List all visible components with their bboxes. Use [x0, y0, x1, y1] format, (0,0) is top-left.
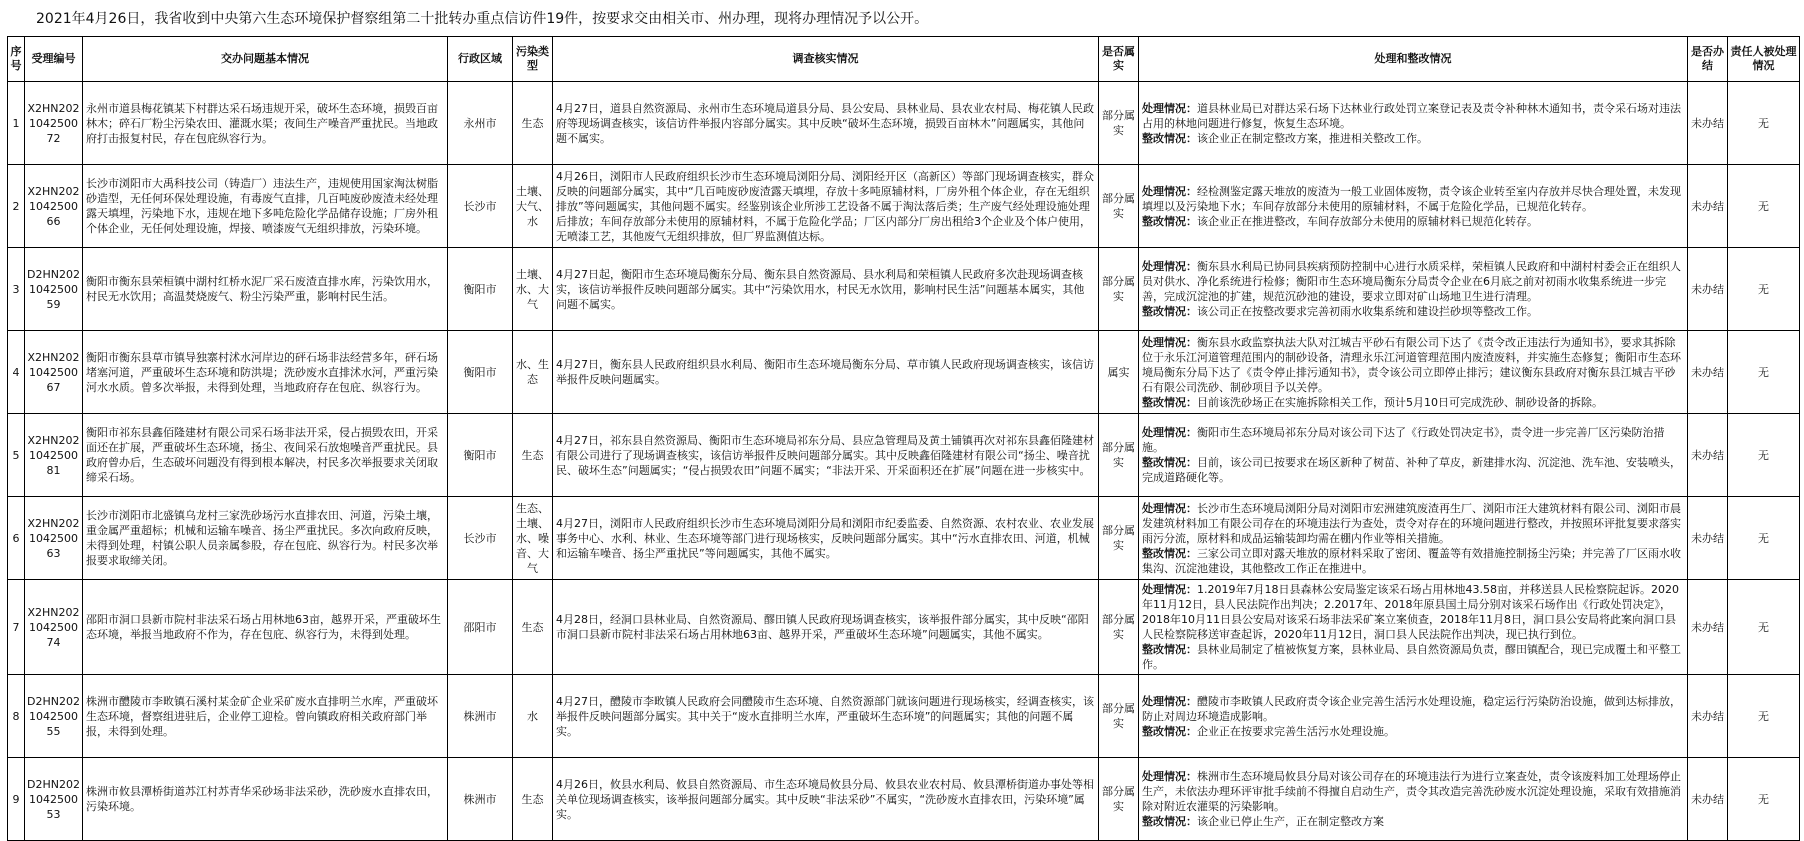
cell-code: X2HN2021042500 66: [25, 165, 83, 248]
cell-handling: [1139, 580, 1688, 675]
header-row: [8, 37, 1800, 82]
handling-text: 醴陵市李畋镇人民政府责令该企业完善生活污水处理设施，稳定运行污染防治设施，做到达标排放，防止对周边环境造成影响。: [1142, 694, 1681, 723]
cell-true: 部分属实: [1099, 758, 1139, 841]
cell-true: 部分属实: [1099, 165, 1139, 248]
cell-done: 未办结: [1688, 248, 1728, 331]
cell-pollution: 水: [513, 675, 553, 758]
rectification-label: 整改情况：: [1142, 724, 1197, 738]
cell-true: 部分属实: [1099, 248, 1139, 331]
petition-table: [7, 36, 1800, 841]
cell-no: 6: [8, 497, 25, 580]
cell-investigation: 4月27日，衡东县人民政府组织县水利局、衡阳市生态环境局衡东分局、草市镇人民政府现场调查核实，该信访举报件反映问题属实。: [553, 331, 1099, 414]
cell-pollution: 生态: [513, 82, 553, 165]
cell-code: D2HN2021042500 53: [25, 758, 83, 841]
cell-pollution: 生态: [513, 414, 553, 497]
rectification-label: 整改情况：: [1142, 131, 1197, 145]
rectification-label: 整改情况：: [1142, 305, 1197, 318]
table-row: [8, 82, 1800, 165]
table-row: [8, 758, 1800, 841]
cell-code: X2HN2021042500 67: [25, 331, 83, 414]
cell-responsible: 无: [1728, 82, 1800, 165]
cell-code: X2HN2021042500 63: [25, 497, 83, 580]
cell-region: 株洲市: [448, 758, 513, 841]
cell-no: 1: [8, 82, 25, 165]
cell-done: 未办结: [1688, 165, 1728, 248]
rectification-label: 整改情况：: [1142, 214, 1197, 228]
rectification-text: 该公司正在按整改要求完善初雨水收集系统和建设拦砂坝等整改工作。: [1197, 305, 1538, 318]
rectification-label: 整改情况：: [1142, 546, 1197, 560]
rectification-text: 该企业正在制定整改方案，推进相关整改工作。: [1197, 131, 1428, 145]
header-no: 序号: [8, 37, 25, 82]
cell-done: 未办结: [1688, 414, 1728, 497]
handling-label: 处理情况：: [1142, 583, 1197, 596]
cell-done: 未办结: [1688, 497, 1728, 580]
table-row: [8, 248, 1800, 331]
cell-responsible: 无: [1728, 497, 1800, 580]
cell-handling: [1139, 331, 1688, 414]
cell-issue: 长沙市浏阳市北盛镇乌龙村三家洗砂场污水直排农田、河道，污染土壤，重金属严重超标；机械和运输车噪音、扬尘严重扰民。多次向政府反映，未得到处理，村镇公职人员亲属参股，存在包庇、纵容行为。村民多次举报要求取缔关闭。: [83, 497, 448, 580]
cell-investigation: 4月27日起，衡阳市生态环境局衡东分局、衡东县自然资源局、县水利局和荣桓镇人民政府多次赴现场调查核实，该信访举报件反映问题部分属实。其中“污染饮用水，村民无水饮用，影响村民生活”问题基本属实，其他问题不属实。: [553, 248, 1099, 331]
cell-issue: 株洲市醴陵市李畋镇石溪村某金矿企业采矿废水直排明兰水库，严重破坏生态环境，督察组进驻后，企业停工迎检。曾向镇政府相关政府部门举报，未得到处理。: [83, 675, 448, 758]
cell-responsible: 无: [1728, 758, 1800, 841]
cell-responsible: 无: [1728, 580, 1800, 675]
handling-label: 处理情况：: [1142, 101, 1197, 115]
table-row: [8, 580, 1800, 675]
cell-done: 未办结: [1688, 758, 1728, 841]
cell-handling: [1139, 82, 1688, 165]
cell-issue: 衡阳市祁东县鑫佰隆建材有限公司采石场非法开采，侵占损毁农田，开采面还在扩展，严重破坏生态环境，扬尘、夜间采石放炮噪音严重扰民。县政府曾办后，生态破坏问题没有得到根本解决，村民多次举报要求关闭取缔采石场。: [83, 414, 448, 497]
header-pollution: 污染类型: [513, 37, 553, 82]
cell-code: D2HN2021042500 55: [25, 675, 83, 758]
header-handling: 处理和整改情况: [1139, 37, 1688, 82]
cell-code: X2HN2021042500 74: [25, 580, 83, 675]
cell-done: 未办结: [1688, 82, 1728, 165]
cell-no: 4: [8, 331, 25, 414]
cell-pollution: 生态、土壤、水、噪音、大气: [513, 497, 553, 580]
handling-text: 衡东县水利局已协同县疾病预防控制中心进行水质采样，荣桓镇人民政府和中湖村村委会正在组织人员对供水、净化系统进行检修；衡阳市生态环境局衡东分局责令企业在6月底之前对初雨水收集系统进一步完善，完成沉淀池的扩建，规范沉砂池的建设，要求立即对矿山场地卫生进行清理。: [1142, 260, 1681, 303]
cell-issue: 邵阳市洞口县新市院村非法采石场占用林地63亩，越界开采，严重破坏生态环境，举报当地政府不作为，存在包庇、纵容行为，未得到处理。: [83, 580, 448, 675]
handling-label: 处理情况：: [1142, 184, 1197, 198]
header-issue: 交办问题基本情况: [83, 37, 448, 82]
rectification-text: 目前该洗砂场正在实施拆除相关工作，预计5月10日可完成洗砂、制砂设备的拆除。: [1197, 395, 1603, 409]
table-row: [8, 165, 1800, 248]
cell-responsible: 无: [1728, 414, 1800, 497]
cell-code: X2HN2021042500 81: [25, 414, 83, 497]
rectification-label: 整改情况：: [1142, 395, 1197, 409]
cell-investigation: 4月27日，浏阳市人民政府组织长沙市生态环境局浏阳分局和浏阳市纪委监委、自然资源、农村农业、农业发展事务中心、水利、林业、生态环境等部门进行现场核实，反映问题部分属实。其中“污水直排农田、河道，机械和运输车噪音、扬尘严重扰民”等问题属实，其他不属实。: [553, 497, 1099, 580]
cell-issue: 长沙市浏阳市大禹科技公司（铸造厂）违法生产，违规使用国家淘汰树脂砂造型，无任何环保处理设施，有毒废气直排，几百吨废砂废渣未经处理露天填埋，污染地下水，违规在地下多吨危险化学品储存设施；厂房外租个体企业，无任何处理设施，焊接、喷漆废气无组织排放，污染环境。: [83, 165, 448, 248]
cell-pollution: 土壤、大气、水: [513, 165, 553, 248]
cell-true: 部分属实: [1099, 497, 1139, 580]
cell-issue: 永州市道县梅花镇某下村群达采石场违规开采，破坏生态环境，损毁百亩林木；碎石厂粉尘污染农田、灌溉水渠；夜间生产噪音严重扰民。当地政府打击报复村民，存在包庇纵容行为。: [83, 82, 448, 165]
cell-issue: 株洲市攸县潭桥街道苏江村苏青华采砂场非法采砂，洗砂废水直排农田，污染环境。: [83, 758, 448, 841]
cell-no: 8: [8, 675, 25, 758]
cell-issue: 衡阳市衡东县草市镇导独寨村沭水河岸边的砰石场非法经营多年，砰石场堵塞河道，严重破坏生态环境和防洪堤；洗砂废水直排沭水河，严重污染河水水质。曾多次举报，未得到处理，当地政府存在包庇、纵容行为。: [83, 331, 448, 414]
cell-pollution: 水、生态: [513, 331, 553, 414]
cell-true: 部分属实: [1099, 580, 1139, 675]
cell-investigation: 4月27日，道县自然资源局、永州市生态环境局道县分局、县公安局、县林业局、县农业农村局、梅花镇人民政府等现场调查核实，该信访件举报内容部分属实。其中反映“破坏生态环境，损毁百亩林木”问题属实，其他问题不属实。: [553, 82, 1099, 165]
handling-text: 衡东县水政监察执法大队对江城吉平砂石有限公司下达了《责令改正违法行为通知书》，要求其拆除位于永乐江河道管理范围内的制砂设备，清理永乐江河道管理范围内废渣废料，并实施生态修复；衡阳市生态环境局衡东分局下达了《责令停止排污通知书》，责令该公司立即停止排污；建议衡东县政府对衡东县江城吉平砂石有限公司洗砂、制砂项目予以关停。: [1142, 335, 1681, 394]
cell-no: 3: [8, 248, 25, 331]
handling-label: 处理情况：: [1142, 694, 1197, 708]
handling-text: 经检测鉴定露天堆放的废渣为一般工业固体废物，责令该企业转至室内存放并尽快合理处置，未发现填埋以及污染地下水；车间存放部分未使用的原辅材料，不属于危险化学品，已规范化转存。: [1142, 184, 1681, 213]
handling-text: 道县林业局已对群达采石场下达林业行政处罚立案登记表及责令补种林木通知书，责令采石场对违法占用的林地问题进行修复，恢复生态环境。: [1142, 101, 1681, 130]
cell-true: 部分属实: [1099, 82, 1139, 165]
cell-investigation: 4月27日，醴陵市李畋镇人民政府会同醴陵市生态环境、自然资源部门就该问题进行现场核实，经调查核实，该举报件反映问题部分属实。其中关于“废水直排明兰水库，严重破坏生态环境”的问题属实；其他的问题不属实。: [553, 675, 1099, 758]
table-row: [8, 675, 1800, 758]
cell-done: 未办结: [1688, 331, 1728, 414]
cell-no: 2: [8, 165, 25, 248]
cell-responsible: 无: [1728, 331, 1800, 414]
cell-true: 部分属实: [1099, 414, 1139, 497]
cell-code: X2HN2021042500 72: [25, 82, 83, 165]
header-region: 行政区域: [448, 37, 513, 82]
rectification-label: 整改情况：: [1142, 456, 1197, 469]
cell-responsible: 无: [1728, 675, 1800, 758]
handling-label: 处理情况：: [1142, 426, 1197, 439]
rectification-text: 目前，该公司已按要求在场区新种了树苗、补种了草皮，新建排水沟、沉淀池、洗车池、安装喷头，完成道路硬化等。: [1142, 456, 1681, 484]
rectification-text: 该企业已停止生产，正在制定整改方案: [1197, 815, 1384, 828]
cell-investigation: 4月28日，经洞口县林业局、自然资源局、醪田镇人民政府现场调查核实，该举报件部分属实，其中反映“邵阳市洞口县新市院村非法采石场占用林地63亩、越界开采，严重破坏生态环境”问题属实，其他不属实。: [553, 580, 1099, 675]
handling-label: 处理情况：: [1142, 770, 1197, 783]
cell-code: D2HN2021042500 59: [25, 248, 83, 331]
cell-pollution: 生态: [513, 758, 553, 841]
table-row: [8, 497, 1800, 580]
handling-label: 处理情况：: [1142, 501, 1197, 515]
cell-issue: 衡阳市衡东县荣桓镇中湖村红桥水泥厂采石废渣直排水库，污染饮用水，村民无水饮用；高温焚烧废气、粉尘污染严重，影响村民生活。: [83, 248, 448, 331]
cell-region: 永州市: [448, 82, 513, 165]
rectification-text: 县林业局制定了植被恢复方案，县林业局、县自然资源局负责，醪田镇配合，现已完成覆土和平整工作。: [1142, 643, 1681, 671]
cell-region: 长沙市: [448, 165, 513, 248]
cell-done: 未办结: [1688, 675, 1728, 758]
cell-pollution: 生态: [513, 580, 553, 675]
rectification-text: 企业正在按要求完善生活污水处理设施。: [1197, 724, 1395, 738]
rectification-text: 该企业正在推进整改，车间存放部分未使用的原辅材料已规范化转存。: [1197, 214, 1538, 228]
cell-handling: [1139, 758, 1688, 841]
handling-text: 1.2019年7月18日县森林公安局鉴定该采石场占用林地43.58亩，并移送县人民检察院起诉。2020年11月12日，县人民法院作出判决；2.2017年、2018年原县国土局分别对该采石场作出《行政处罚决定》，2018年10月11日县公安局对该采石场非法采矿案立案侦查，2018年11月8日，洞口县公安局将此案向洞口县人民检察院移送审查起诉，2020年11月12日，洞口县人民法院作出判决，现已执行到位。: [1142, 583, 1679, 641]
header-done: 是否办结: [1688, 37, 1728, 82]
cell-investigation: 4月26日，攸县水利局、攸县自然资源局、市生态环境局攸县分局、攸县农业农村局、攸县潭桥街道办事处等相关单位现场调查核实，该举报问题部分属实。其中反映“非法采砂”不属实，“洗砂废水直排农田，污染环境”属实。: [553, 758, 1099, 841]
table-row: [8, 331, 1800, 414]
intro-text: 2021年4月26日，我省收到中央第六生态环境保护督察组第二十批转办重点信访件19件，按要求交由相关市、州办理，现将办理情况予以公开。: [36, 11, 929, 27]
rectification-text: 三家公司立即对露天堆放的原材料采取了密闭、覆盖等有效措施控制扬尘污染；并完善了厂区雨水收集沟、沉淀池建设，其他整改工作正在推进中。: [1142, 546, 1681, 575]
cell-investigation: 4月27日，祁东县自然资源局、衡阳市生态环境局祁东分局、县应急管理局及黄土铺镇再次对祁东县鑫佰隆建材有限公司进行了现场调查核实，该信访举报件反映问题部分属实。其中反映鑫佰隆建材有限公司“扬尘、噪音扰民、破坏生态”问题属实；“侵占损毁农田”问题不属实；“非法开采、开采面积还在扩展”问题在进一步核实中。: [553, 414, 1099, 497]
cell-no: 5: [8, 414, 25, 497]
cell-region: 株洲市: [448, 675, 513, 758]
cell-done: 未办结: [1688, 580, 1728, 675]
handling-label: 处理情况：: [1142, 335, 1197, 349]
rectification-label: 整改情况：: [1142, 643, 1197, 656]
cell-handling: [1139, 675, 1688, 758]
handling-text: 株洲市生态环境局攸县分局对该公司存在的环境违法行为进行立案查处，责令该废料加工处理场停止生产，未依法办理环评审批手续前不得擅自启动生产，责令其改造完善洗砂废水沉淀处理设施，采取有效措施消除对附近农灌渠的污染影响。: [1142, 770, 1681, 813]
cell-region: 长沙市: [448, 497, 513, 580]
cell-region: 衡阳市: [448, 248, 513, 331]
table-row: [8, 414, 1800, 497]
cell-no: 9: [8, 758, 25, 841]
handling-text: 衡阳市生态环境局祁东分局对该公司下达了《行政处罚决定书》，责令进一步完善厂区污染防治措施。: [1142, 426, 1665, 454]
header-code: 受理编号: [25, 37, 83, 82]
handling-text: 长沙市生态环境局浏阳分局对浏阳市宏洲建筑废渣再生厂、浏阳市汪大建筑材料有限公司、浏阳市晨发建筑材料加工有限公司存在的环境违法行为查处，责令对存在的环境问题进行整改，并按照环评批复要求落实雨污分流，原材料和成品运输装卸均需在棚内作业等相关措施。: [1142, 501, 1681, 545]
cell-region: 衡阳市: [448, 414, 513, 497]
handling-label: 处理情况：: [1142, 260, 1197, 273]
cell-true: 属实: [1099, 331, 1139, 414]
cell-investigation: 4月26日，浏阳市人民政府组织长沙市生态环境局浏阳分局、浏阳经开区（高新区）等部门现场调查核实，群众反映的问题部分属实，其中“几百吨废砂废渣露天填埋，存放十多吨原辅材料，厂房外租个体企业，存在无组织排放”等问题属实，其他问题不属实。经鉴别该企业所涉工艺设备不属于淘汰落后类；生产废气经处理设施处理后排放；车间存放部分未使用的原辅材料，不属于危险化学品；厂区内部分厂房出租给3个企业及个体户使用，无喷漆工艺，其他废气无组织排放，但厂界监测值达标。: [553, 165, 1099, 248]
cell-no: 7: [8, 580, 25, 675]
cell-handling: [1139, 414, 1688, 497]
header-investigation: 调查核实情况: [553, 37, 1099, 82]
header-true: 是否属实: [1099, 37, 1139, 82]
cell-responsible: 无: [1728, 248, 1800, 331]
cell-pollution: 土壤、水、大气: [513, 248, 553, 331]
cell-region: 邵阳市: [448, 580, 513, 675]
cell-handling: [1139, 165, 1688, 248]
cell-handling: [1139, 248, 1688, 331]
cell-responsible: 无: [1728, 165, 1800, 248]
cell-region: 衡阳市: [448, 331, 513, 414]
cell-handling: [1139, 497, 1688, 580]
header-responsible: 责任人被处理情况: [1728, 37, 1800, 82]
cell-true: 部分属实: [1099, 675, 1139, 758]
rectification-label: 整改情况：: [1142, 815, 1197, 828]
